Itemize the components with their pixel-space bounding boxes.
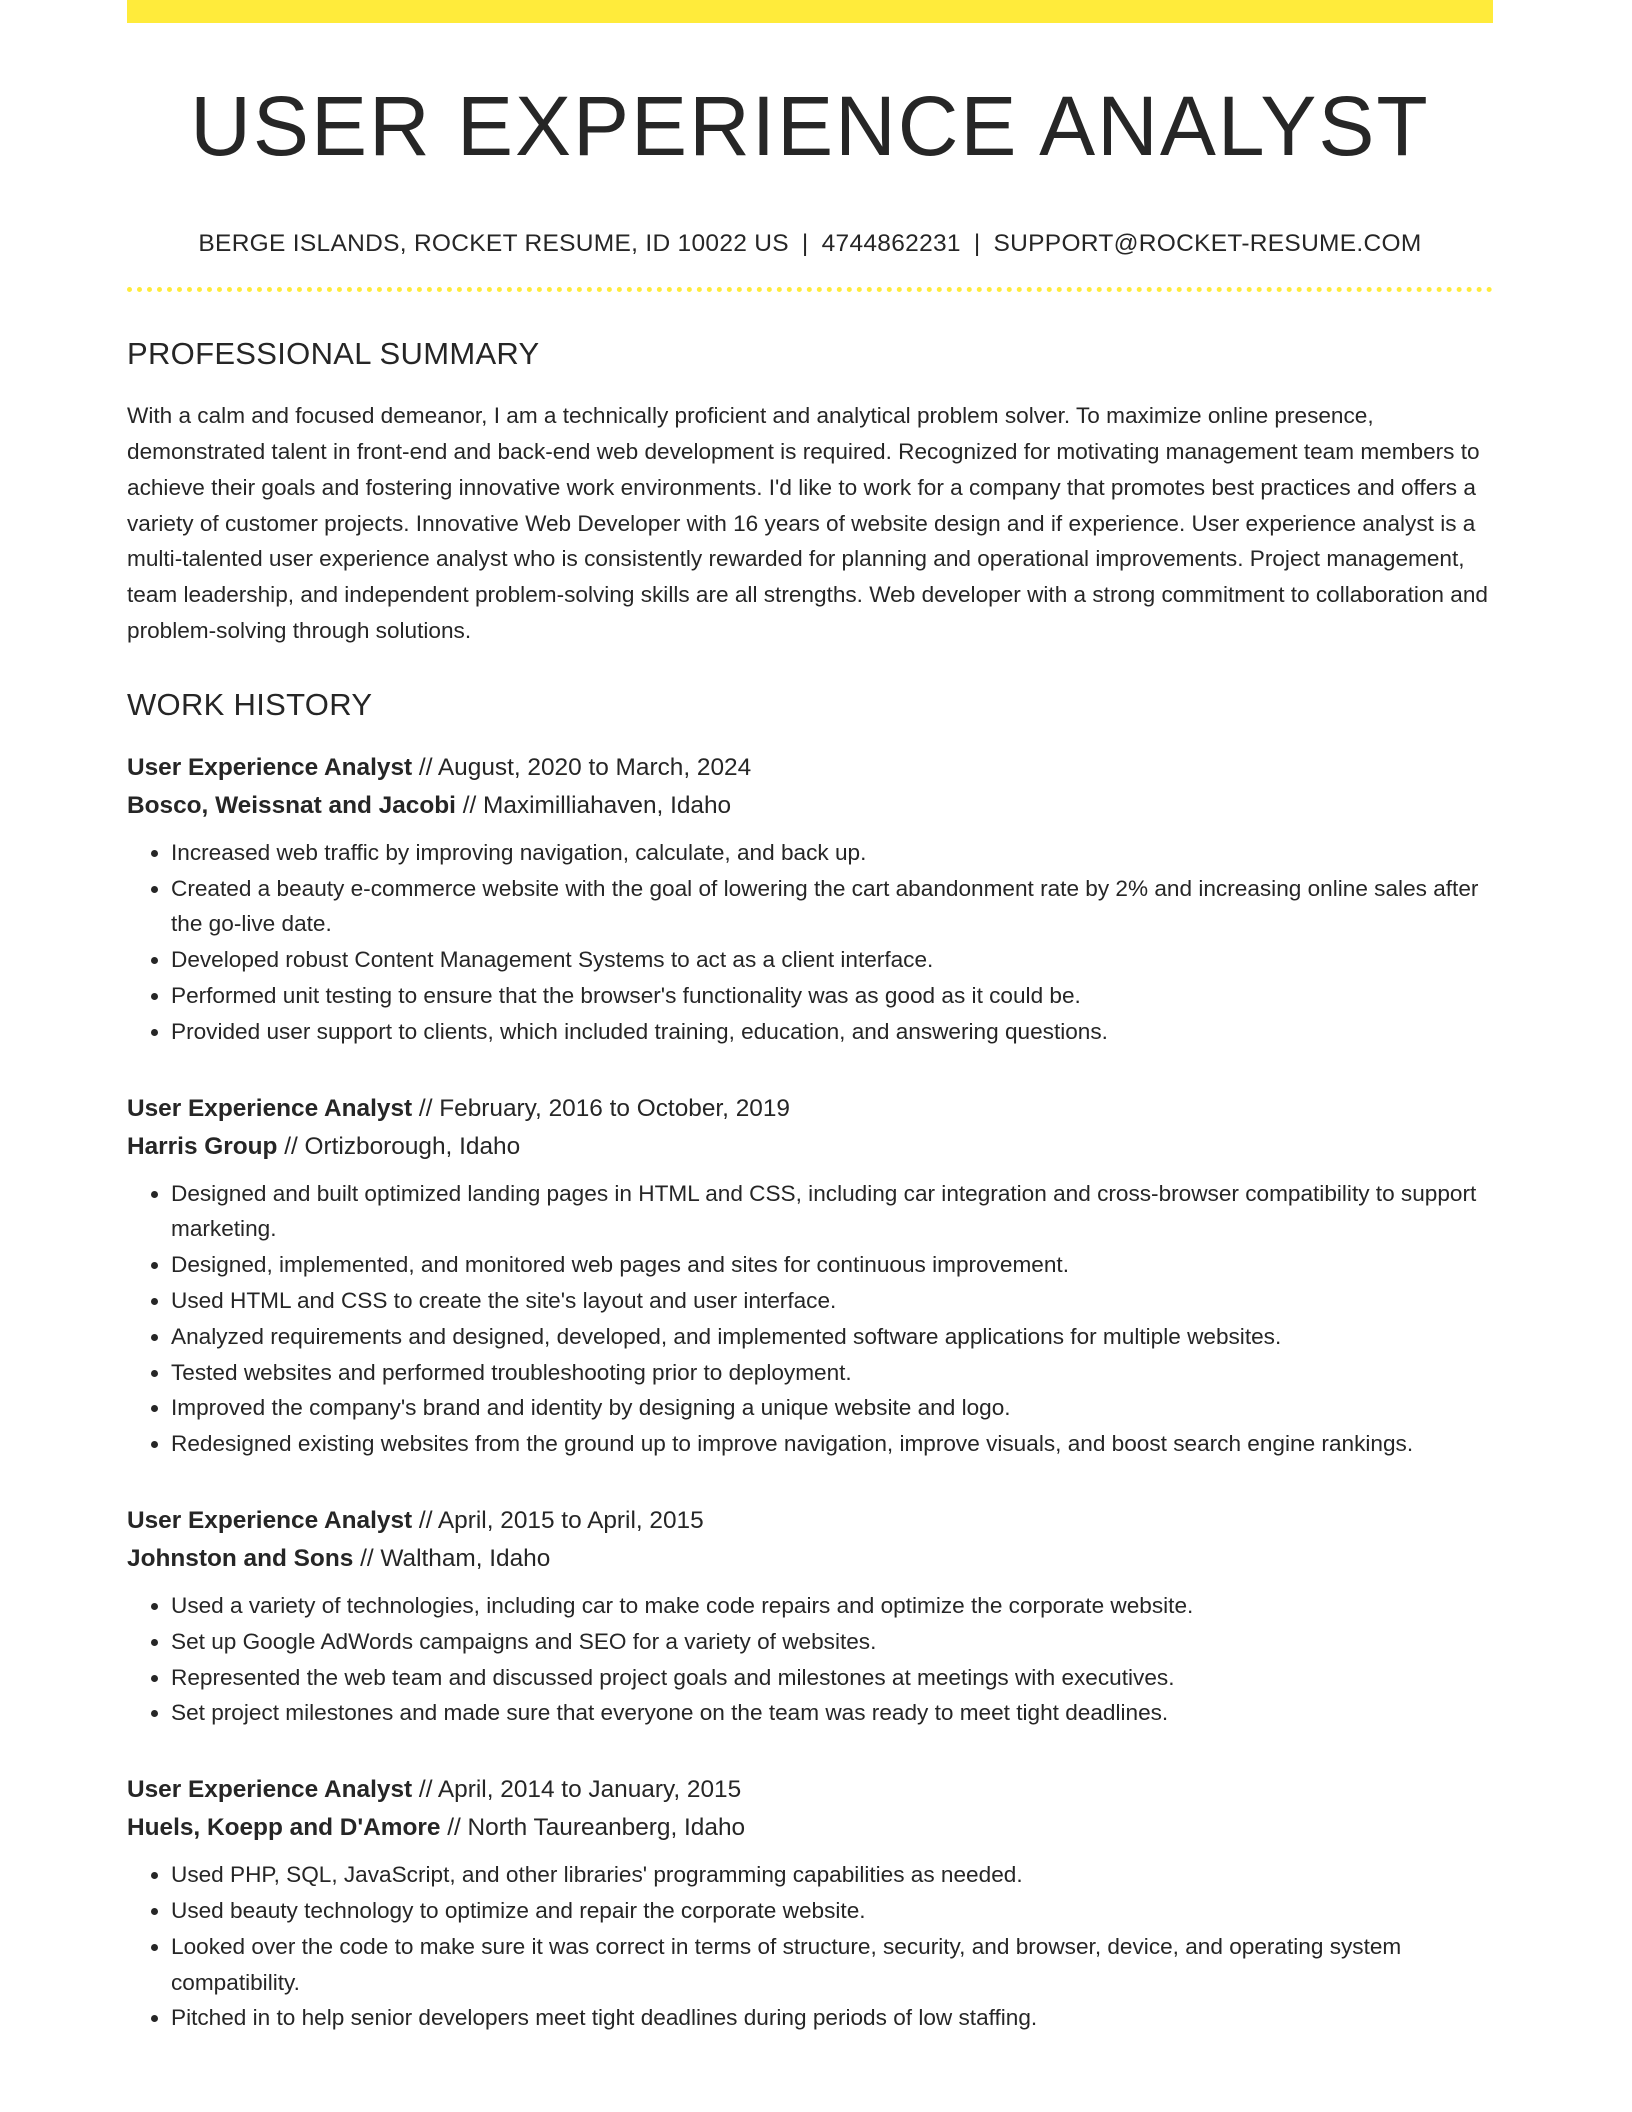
contact-line [127, 230, 1493, 258]
job-bullet-item: • Designed, implemented, and monitored web pages and sites for continuous improvement. [171, 1247, 1493, 1283]
job-location: // Waltham, Idaho [353, 1544, 551, 1572]
resume-page [127, 0, 1493, 2036]
job-bullet-item: • Designed and built optimized landing pages in HTML and CSS, including car integration and cross-browser compatibility to support marketing. [171, 1176, 1493, 1248]
job-company-line [127, 1540, 1493, 1578]
job-bullet-item: • Developed robust Content Management Systems to act as a client interface. [171, 942, 1493, 978]
job-dates: // April, 2015 to April, 2015 [412, 1506, 704, 1534]
job-company: Bosco, Weissnat and Jacobi [127, 791, 456, 819]
job-bullet-item: • Analyzed requirements and designed, developed, and implemented software applications for multiple websites. [171, 1319, 1493, 1355]
job-bullet-item: • Set up Google AdWords campaigns and SEO for a variety of websites. [171, 1624, 1493, 1660]
page-title: USER EXPERIENCE ANALYST [190, 79, 1430, 173]
job-bullet-item: • Improved the company's brand and identity by designing a unique website and logo. [171, 1390, 1493, 1426]
job-bullet-item: • Used HTML and CSS to create the site's layout and user interface. [171, 1283, 1493, 1319]
work-history-list [127, 749, 1493, 2036]
job-bullet-item: • Used PHP, SQL, JavaScript, and other libraries' programming capabilities as needed. [171, 1857, 1493, 1893]
job-company: Johnston and Sons [127, 1544, 354, 1572]
job-company: Huels, Koepp and D'Amore [127, 1814, 441, 1842]
job-bullet-item: • Used beauty technology to optimize and repair the corporate website. [171, 1893, 1493, 1929]
job-company-line [127, 1809, 1493, 1847]
job-entry [127, 1771, 1493, 2036]
job-title-line [127, 749, 1493, 787]
job-entry [127, 1502, 1493, 1731]
job-title: User Experience Analyst [127, 1776, 413, 1804]
job-bullet-item: • Pitched in to help senior developers meet tight deadlines during periods of low staffing. [171, 2000, 1493, 2036]
accent-top-bar [127, 0, 1493, 23]
job-bullet-item: • Redesigned existing websites from the ground up to improve navigation, improve visuals, and boost search engine rankings. [171, 1426, 1493, 1462]
job-bullet-item: • Performed unit testing to ensure that the browser's functionality was as good as it could be. [171, 978, 1493, 1014]
job-title: User Experience Analyst [127, 753, 413, 781]
job-location: // North Taureanberg, Idaho [440, 1814, 746, 1842]
job-title-line [127, 1771, 1493, 1809]
job-bullets [127, 835, 1493, 1050]
work-history-heading: WORK HISTORY [127, 686, 373, 722]
summary-heading: PROFESSIONAL SUMMARY [127, 336, 540, 372]
job-entry [127, 1090, 1493, 1462]
job-dates: // February, 2016 to October, 2019 [412, 1094, 790, 1122]
contact-address: BERGE ISLANDS, ROCKET RESUME, ID 10022 US [198, 230, 789, 258]
job-bullets [127, 1588, 1493, 1731]
job-entry [127, 749, 1493, 1050]
job-dates: // August, 2020 to March, 2024 [412, 753, 752, 781]
job-bullet-item: • Looked over the code to make sure it was correct in terms of structure, security, and browser, device, and operating system compatibility. [171, 1929, 1493, 2001]
job-bullets [127, 1857, 1493, 2036]
job-company-line [127, 1128, 1493, 1166]
job-bullet-item: • Tested websites and performed troubleshooting prior to deployment. [171, 1355, 1493, 1391]
job-title: User Experience Analyst [127, 1506, 413, 1534]
summary-text: With a calm and focused demeanor, I am a technically proficient and analytical problem solver. To maximize online presence, demonstrated talent in front-end and back-end web development is required. Recognized for motivating management team members to achieve their goals and fostering innovative work environments. I'd like to work for a company that promotes best practices and offers a variety of customer projects. Innovative Web Developer with 16 years of website design and if experience. User experience analyst is a multi-talented user experience analyst who is consistently rewarded for planning and operational improvements. Project management, team leadership, and independent problem-solving skills are all strengths. Web developer with a strong commitment to collaboration and problem-solving through solutions. [127, 403, 1488, 643]
job-title-line [127, 1090, 1493, 1128]
job-company: Harris Group [127, 1132, 278, 1160]
job-title: User Experience Analyst [127, 1094, 413, 1122]
job-bullet-item: • Set project milestones and made sure that everyone on the team was ready to meet tight deadlines. [171, 1695, 1493, 1731]
job-bullet-item: • Provided user support to clients, which included training, education, and answering questions. [171, 1014, 1493, 1050]
contact-separator: | [801, 230, 809, 258]
job-title-line [127, 1502, 1493, 1540]
job-bullet-item: • Created a beauty e-commerce website with the goal of lowering the cart abandonment rate by 2% and increasing online sales after the go-live date. [171, 871, 1493, 943]
contact-email: SUPPORT@ROCKET-RESUME.COM [993, 230, 1422, 258]
contact-separator: | [973, 230, 981, 258]
job-bullets [127, 1176, 1493, 1462]
job-dates: // April, 2014 to January, 2015 [412, 1776, 742, 1804]
job-location: // Maximilliahaven, Idaho [455, 791, 732, 819]
job-location: // Ortizborough, Idaho [277, 1132, 521, 1160]
contact-phone: 4744862231 [821, 230, 961, 258]
dotted-divider [127, 287, 1493, 292]
job-bullet-item: • Used a variety of technologies, including car to make code repairs and optimize the corporate website. [171, 1588, 1493, 1624]
job-company-line [127, 787, 1493, 825]
job-bullet-item: • Increased web traffic by improving navigation, calculate, and back up. [171, 835, 1493, 871]
job-bullet-item: • Represented the web team and discussed project goals and milestones at meetings with executives. [171, 1660, 1493, 1696]
